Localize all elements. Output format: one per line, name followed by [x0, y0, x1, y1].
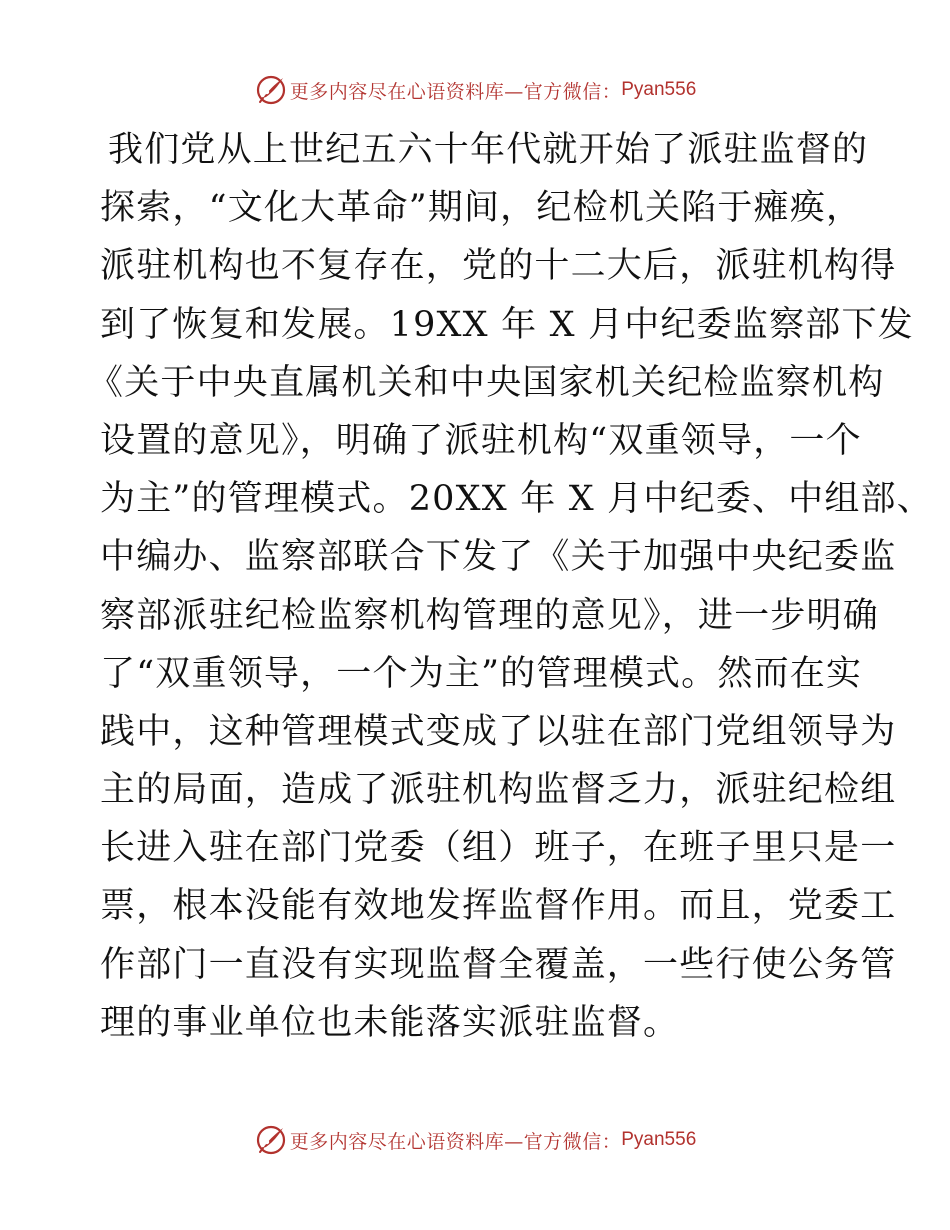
text-line: 为主”的管理模式。20XX 年 X 月中纪委、中组部、 — [100, 479, 933, 520]
header-watermark — [0, 72, 950, 108]
text-line: 探索，“文化大革命”期间，纪检机关陷于瘫痪， — [100, 188, 863, 229]
text-line: 设置的意见》，明确了派驻机构“双重领导，一个 — [100, 420, 862, 461]
footer-watermark — [0, 1122, 950, 1158]
watermark-account: Pyan556 — [621, 1129, 697, 1150]
watermark-account: Pyan556 — [621, 79, 697, 100]
text-line: 了“双重领导，一个为主”的管理模式。然而在实 — [100, 653, 863, 694]
text-line: 派驻机构也不复存在，党的十二大后，派驻机构得 — [100, 246, 897, 287]
watermark-text: 更多内容尽在心语资料库—官方微信： — [289, 1130, 622, 1153]
text-line: 到了恢复和发展。19XX 年 X 月中纪委监察部下发 — [100, 304, 914, 345]
quill-logo-icon — [254, 73, 288, 107]
text-line: 中编办、监察部联合下发了《关于加强中央纪委监 — [100, 537, 897, 578]
text-line: 践中，这种管理模式变成了以驻在部门党组领导为 — [100, 711, 897, 752]
text-line: 理的事业单位也未能落实派驻监督。 — [100, 1002, 680, 1043]
document-body — [88, 121, 933, 1052]
text-line: 长进入驻在部门党委（组）班子，在班子里只是一 — [100, 828, 897, 869]
text-line: 我们党从上世纪五六十年代就开始了派驻监督的 — [108, 130, 869, 170]
watermark-text: 更多内容尽在心语资料库—官方微信： — [289, 80, 622, 103]
text-line: 票，根本没能有效地发挥监督作用。而且，党委工 — [100, 886, 897, 927]
text-line: 作部门一直没有实现监督全覆盖，一些行使公务管 — [100, 944, 897, 985]
text-line: 主的局面，造成了派驻机构监督乏力，派驻纪检组 — [100, 770, 897, 811]
quill-logo-icon — [254, 1123, 288, 1157]
text-line: 察部派驻纪检监察机构管理的意见》，进一步明确 — [100, 595, 879, 636]
text-line: 《关于中央直属机关和中央国家机关纪检监察机构 — [88, 362, 885, 403]
